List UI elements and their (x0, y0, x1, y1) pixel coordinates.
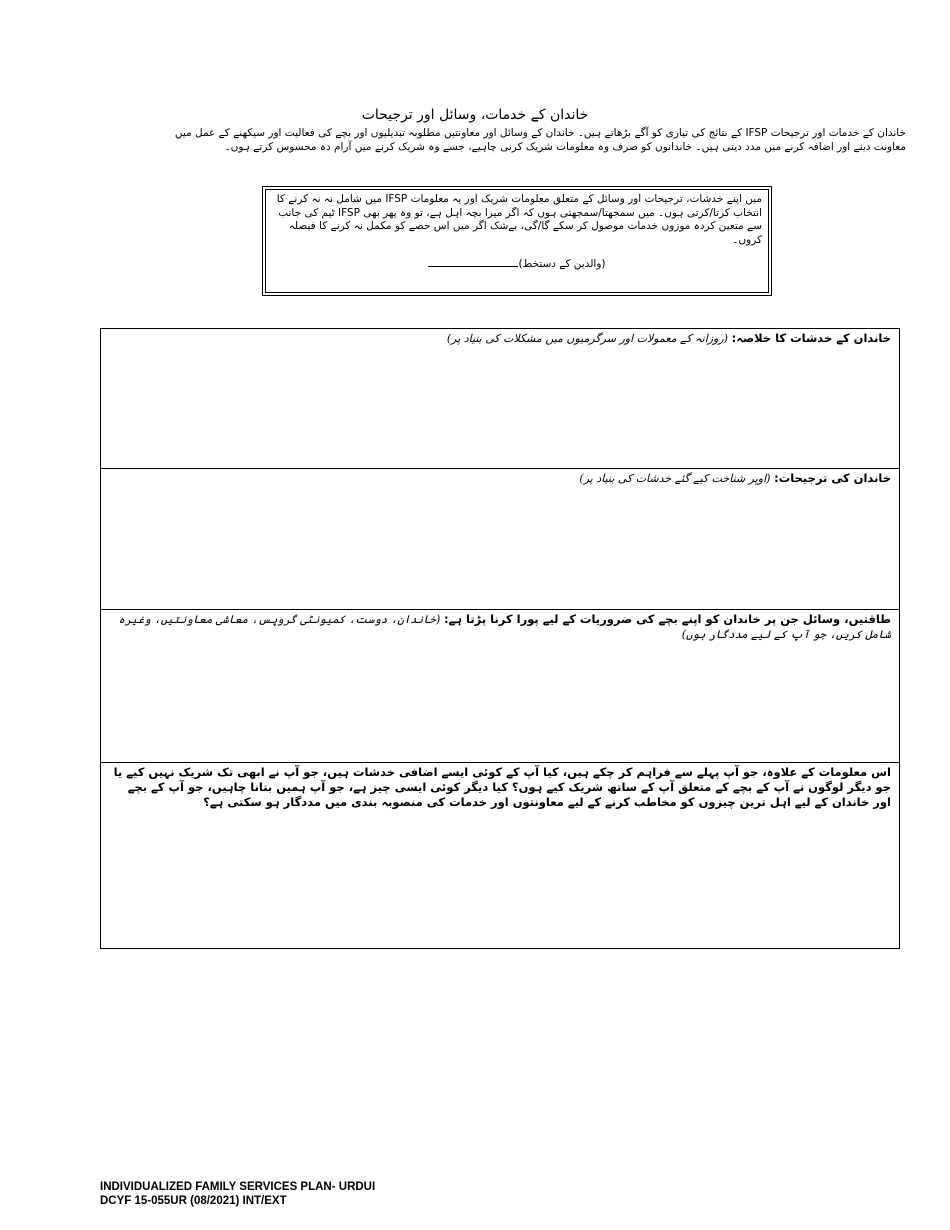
signature-label: (والدین کے دستخط) (518, 258, 606, 270)
section-label: اس معلومات کے علاوہ، جو آپ پہلے سے فراہم کر چکے ہیں، کیا آپ کے کوئی ایسے اضافی خدشات ہیں، جو آپ نے ابھی تک شریک نہیں کیے یا جو دیگر لوگوں نے آپ کے بچے کے متعلق آپ کے ساتھ شریک کیے ہوں؟ کیا دیگر کوئی ایسی چیز ہے، جو آپ ہمیں بتانا چاہیں، جو آپ کے بچے اور خاندان کے لیے اہل ترین چیزوں کو مخاطب کرنے کے لیے معاونتوں اور خدمات کی منصوبہ بندی میں مددگار ہو سکتی ہے؟ (113, 765, 891, 809)
section-family-concerns[interactable] (101, 329, 899, 468)
footer-form-code: DCYF 15-055UR (08/2021) INT/EXT (100, 1195, 287, 1207)
form-sections (100, 328, 900, 949)
section-label: طاقتیں، وسائل جن پر خاندان کو اپنے بچے کی ضروریات کے لیے پورا کرنا پڑتا ہے: (443, 612, 891, 626)
section-label: خاندان کی ترجیحات: (774, 471, 891, 485)
section-hint: (اوپر شناخت کیے گئے خدشات کی بنیاد پر) (579, 472, 771, 485)
section-hint: (خاندان، دوست، کمیونٹی گروپس، معاشی معاونتیں، وغیرہ شامل کریں، جو آپ کے لیے مددگار ہوں) (118, 613, 891, 641)
consent-inner (265, 189, 769, 293)
section-family-priorities[interactable] (101, 468, 899, 609)
intro-paragraph: خاندان کے خدمات اور ترجیحات IFSP کے نتائج کی تیاری کو آگے بڑھاتے ہیں۔ خاندان کے وسائل اور معاونتیں مطلوبہ تبدیلیوں اور بچے کی فعالیت اور سیکھنے کے عمل میں معاونت دینے اور اضافہ کرنے میں مدد دیتی ہیں۔ خاندانوں کو صرف وہ معلومات شریک کرنی چاہیے، جسے وہ شریک کرنے میں آرام دہ محسوس کرتے ہوں۔ (174, 127, 906, 153)
section-label: خاندان کے خدشات کا خلاصہ: (731, 331, 891, 345)
page-title: خاندان کے خدمات، وسائل اور ترجیحات (361, 107, 589, 123)
signature-field[interactable] (428, 255, 518, 267)
section-additional-concerns[interactable] (101, 762, 899, 948)
signature-line (272, 255, 762, 272)
footer-form-name: INDIVIDUALIZED FAMILY SERVICES PLAN- URDUI (100, 1181, 376, 1193)
section-hint: (روزانہ کے معمولات اور سرگرمیوں میں مشکلات کی بنیاد پر) (446, 332, 728, 345)
section-strengths-resources[interactable] (101, 609, 899, 762)
consent-text: میں اپنے خدشات، ترجیحات اور وسائل کے متعلق معلومات شریک اور یہ معلومات IFSP میں شامل نہ نہ کرنے کا انتخاب کرتا/کرتی ہوں۔ میں سمجھتا/سمجھتی ہوں کہ اگر میرا بچہ اہل ہے، تو وہ پھر بھی IFSP ٹیم کی جانب سے متعین کردہ موزوں خدمات موصول کر سکے گا/گی، بےشک اگر میں اس حصے کو مکمل نہ کرنے کا فیصلہ کروں۔ (276, 193, 762, 246)
footer (100, 1180, 375, 1208)
consent-box (262, 186, 772, 296)
